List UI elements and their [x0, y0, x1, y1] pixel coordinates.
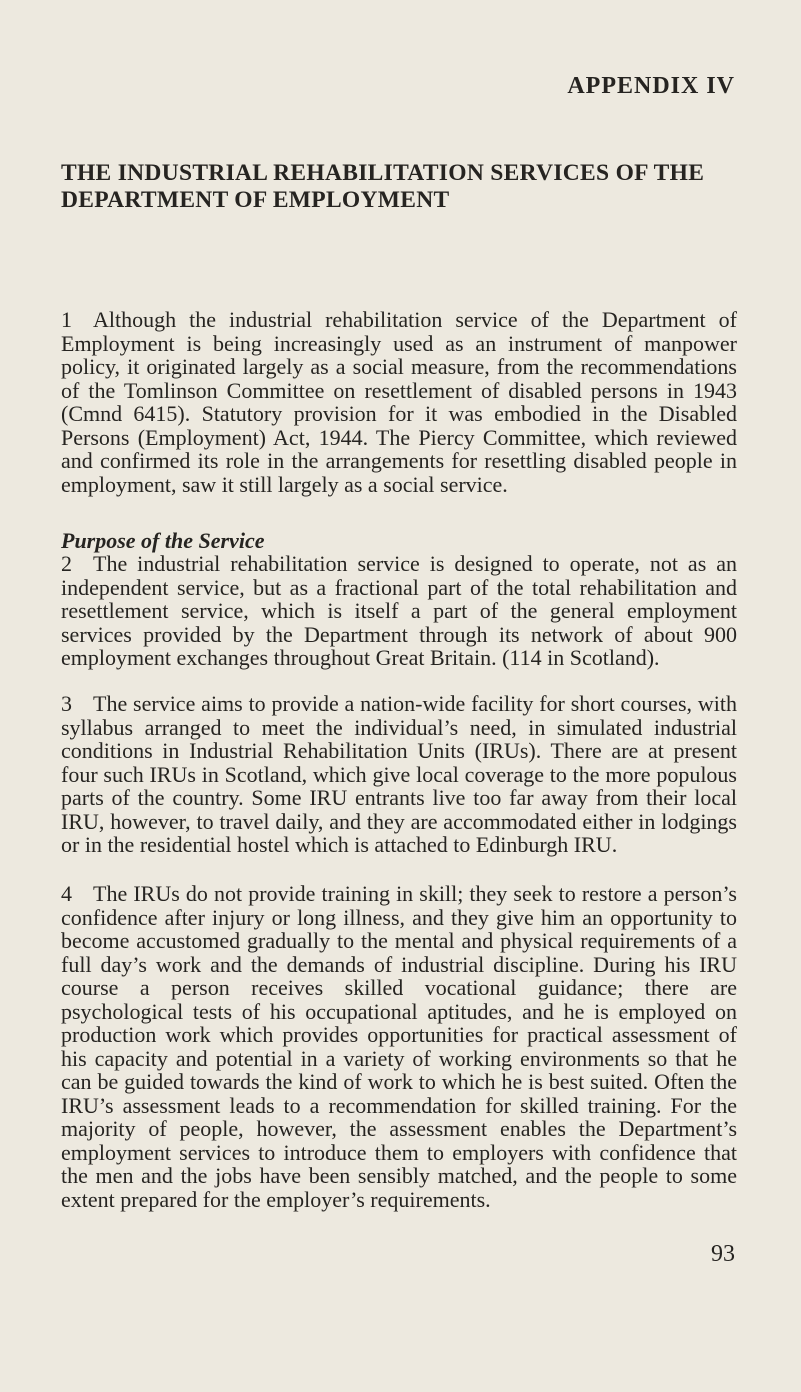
paragraph-text: The industrial rehabilitation service is designed to operate, not as an independent service, but as a fractional part of the total rehabilitation and resettlement service, which is itself a part of the general employment services provided by the Department through its network of about 900 employment exchanges throughout Great Britain. (114 in Scotland). [61, 551, 737, 670]
page-number: 93 [711, 1241, 735, 1267]
section-heading: Purpose of the Service [61, 528, 265, 553]
paragraph-number: 1 [61, 307, 72, 332]
appendix-label: APPENDIX IV [567, 73, 735, 99]
paragraph-text: Although the industrial rehabilitation service of the Department of Employment is being increasingly used as an instrument of manpower policy, it originated largely as a social measure, from the recommendations of the Tomlinson Committee on resettlement of disabled persons in 1943 (Cmnd 6415). Statutory provision for it was embodied in the Disabled Persons (Employment) Act, 1944. The Piercy Committee, which reviewed and confirmed its role in the arrangements for resettling disabled people in employment, saw it still largely as a social service. [61, 307, 737, 497]
paragraph-text: The service aims to provide a nation-wide facility for short courses, with syllabus arranged to meet the individual’s need, in simulated industrial conditions in Industrial Rehabilitation Units (IRUs). There are at present four such IRUs in Scotland, which give local coverage to the more populous parts of the country. Some IRU entrants live too far away from their local IRU, however, to travel daily, and they are accommodated either in lodgings or in the residential hostel which is attached to Edinburgh IRU. [61, 691, 737, 857]
paragraph-number: 3 [61, 691, 72, 716]
paragraph-4 [61, 882, 737, 1211]
paragraph-number: 2 [61, 551, 72, 576]
paragraph-number: 4 [61, 881, 72, 906]
paragraph-1 [61, 308, 737, 496]
document-title: THE INDUSTRIAL REHABILITATION SERVICES OF THE DEPARTMENT OF EMPLOYMENT [61, 160, 705, 213]
paragraph-text: The IRUs do not provide training in skill; they seek to restore a person’s confidence after injury or long illness, and they give him an opportunity to become accustomed gradually to the mental and physical requirements of a full day’s work and the demands of industrial discipline. During his IRU course a person receives skilled vocational guidance; there are psychological tests of his occupational aptitudes, and he is employed on production work which provides opportunities for practical assessment of his capacity and potential in a variety of working environments so that he can be guided towards the kind of work to which he is best suited. Often the IRU’s assessment leads to a recommendation for skilled training. For the majority of people, however, the assessment enables the Department’s employment services to introduce them to employers with confidence that the men and the jobs have been sensibly matched, and the people to some extent prepared for the employer’s requirements. [61, 881, 737, 1212]
paragraph-3 [61, 692, 737, 857]
paragraph-2 [61, 552, 737, 670]
